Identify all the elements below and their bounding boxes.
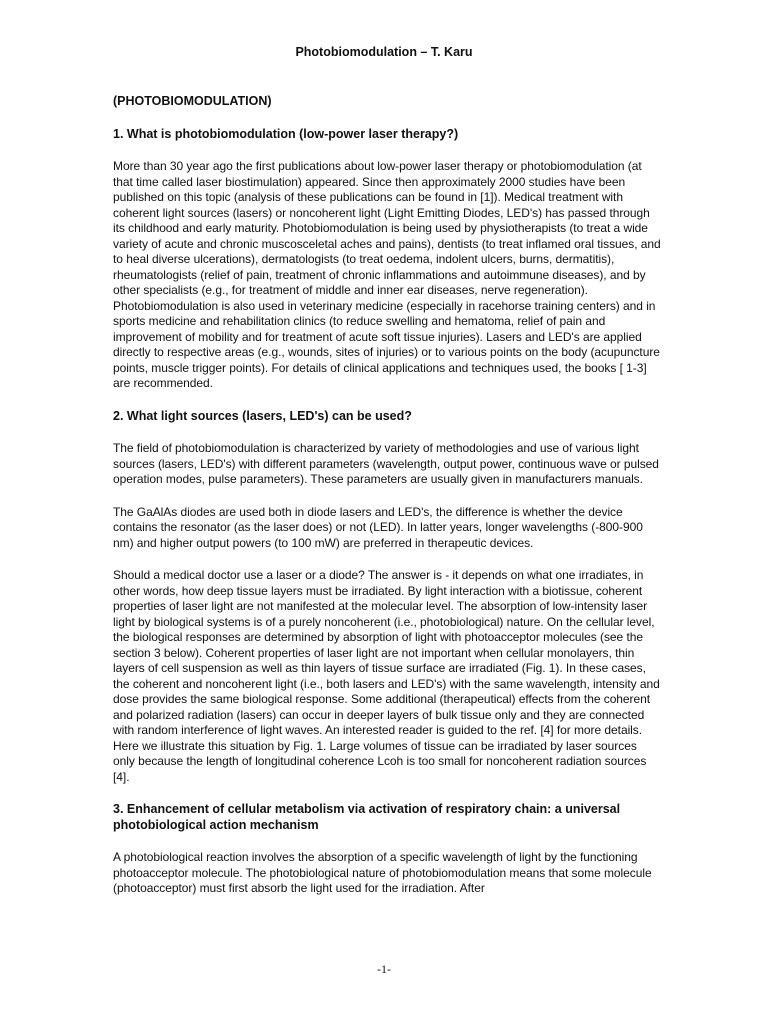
- section-heading-photobiomodulation: (PHOTOBIOMODULATION): [113, 94, 272, 108]
- section-heading-3: 3. Enhancement of cellular metabolism via activation of respiratory chain: a universal photobiological action mechanism: [113, 802, 621, 832]
- paragraph-1: More than 30 year ago the first publications about low-power laser therapy or photobiomodulation (at that time called laser biostimulation) appeared. Since then approximately 2000 studies have been published on this topic (analysis of these publications can be found in [1]). Medical treatment with coherent light sources (lasers) or noncoherent light (Light Emitting Diodes, LED's) has passed through its childhood and early maturity. Photobiomodulation is being used by physiotherapists (to treat a wide variety of acute and chronic muscosceletal aches and pains), dentists (to treat inflamed oral tissues, and to heal diverse ulcerations), dermatologists (to treat oedema, indolent ulcers, burns, dermatitis), rheumatologists (relief of pain, treatment of chronic inflammations and autoimmune diseases), and by other specialists (e.g., for treatment of middle and inner ear diseases, nerve regeneration). Photobiomodulation is also used in veterinary medicine (especially in racehorse training centers) and in sports medicine and rehabilitation clinics (to reduce swelling and hematoma, relief of pain and improvement of mobility and for treatment of acute soft tissue injuries). Lasers and LED's are applied directly to respective areas (e.g., wounds, sites of injuries) or to various points on the body (acupuncture points, muscle trigger points). For details of clinical applications and techniques used, the books [ 1-3] are recommended.: [113, 159, 661, 390]
- paragraph-4: Should a medical doctor use a laser or a diode? The answer is - it depends on what one irradiates, in other words, how deep tissue layers must be irradiated. By light interaction with a biotissue, coherent properties of laser light are not manifested at the molecular level. The absorption of low-intensity laser light by biological systems is of a purely noncoherent (i.e., photobiological) nature. On the cellular level, the biological responses are determined by absorption of light with photoacceptor molecules (see the section 3 below). Coherent properties of laser light are not important when cellular monolayers, thin layers of cell suspension as well as thin layers of tissue surface are irradiated (Fig. 1). In these cases, the coherent and noncoherent light (i.e., both lasers and LED's) with the same wavelength, intensity and dose provides the same biological response. Some additional (therapeutical) effects from the coherent and polarized radiation (lasers) can occur in deeper layers of bulk tissue only and they are connected with random interference of light waves. An interested reader is guided to the ref. [4] for more details. Here we illustrate this situation by Fig. 1. Large volumes of tissue can be irradiated by laser sources only because the length of longitudinal coherence Lcoh is too small for noncoherent radiation sources [4].: [113, 568, 660, 784]
- paragraph-5: A photobiological reaction involves the absorption of a specific wavelength of light by the functioning photoacceptor molecule. The photobiological nature of photobiomodulation means that some molecule (photoacceptor) must first absorb the light used for the irradiation. After: [113, 850, 652, 895]
- paragraph-3: The GaAlAs diodes are used both in diode lasers and LED's, the difference is whether the device contains the resonator (as the laser does) or not (LED). In latter years, longer wavelengths (-800-900 nm) and higher output powers (to 100 mW) are preferred in therapeutic devices.: [113, 504, 643, 550]
- running-title: Photobiomodulation – T. Karu: [295, 45, 473, 59]
- section-heading-1: 1. What is photobiomodulation (low-power laser therapy?): [113, 126, 459, 141]
- page-number: -1-: [377, 962, 391, 976]
- paragraph-2: The field of photobiomodulation is characterized by variety of methodologies and use of various light sources (lasers, LED's) with different parameters (wavelength, output power, continuous wave or pulsed operation modes, pulse parameters). These parameters are usually given in manufacturers manuals.: [113, 441, 659, 486]
- document-body: [113, 94, 661, 914]
- section-heading-2: 2. What light sources (lasers, LED's) can be used?: [113, 408, 412, 423]
